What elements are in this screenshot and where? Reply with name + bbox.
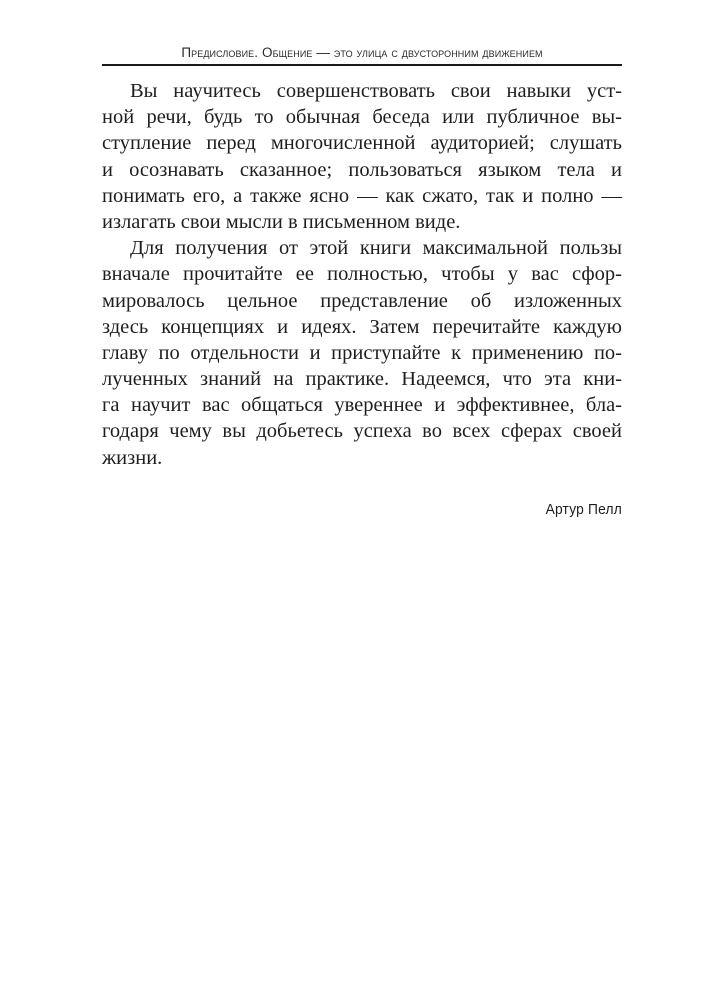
paragraph-2-line-6: лученных знаний на практике. Надеемся, что эта кни- bbox=[102, 368, 622, 391]
paragraph-2-line-5: главу по отдельности и приступайте к применению по- bbox=[102, 341, 622, 364]
paragraph-2-line-3: мировалось цельное представление об изложенных bbox=[102, 289, 622, 312]
paragraph-1-line-5: понимать его, а также ясно — как сжато, так и полно — bbox=[102, 184, 622, 207]
author-signature: Артур Пелл bbox=[545, 501, 622, 518]
paragraph-1-line-3: ступление перед многочисленной аудиторией; слушать bbox=[102, 132, 622, 155]
running-head bbox=[102, 44, 622, 66]
paragraph-2-line-1: Для получения от этой книги максимальной пользы bbox=[130, 237, 622, 260]
body-text bbox=[102, 78, 622, 471]
paragraph-1-line-4: и осознавать сказанное; пользоваться языком тела и bbox=[102, 158, 622, 181]
paragraph-2-line-2: вначале прочитайте ее полностью, чтобы у вас сфор- bbox=[102, 263, 622, 286]
paragraph-1-line-6: излагать свои мысли в письменном виде. bbox=[102, 210, 461, 233]
paragraph-2-line-4: здесь концепциях и идеях. Затем перечитайте каждую bbox=[102, 315, 622, 338]
running-head-text: Предисловие. Общение — это улица с двусторонним движением bbox=[181, 45, 543, 60]
paragraph-2-line-8: годаря чему вы добьетесь успеха во всех сферах своей bbox=[102, 420, 622, 443]
paragraph-2-line-9: жизни. bbox=[102, 446, 163, 469]
paragraph-1-line-1: Вы научитесь совершенствовать свои навыки уст- bbox=[130, 80, 622, 102]
paragraph-2-line-7: га научит вас общаться увереннее и эффективнее, бла- bbox=[102, 394, 622, 417]
paragraph-1-line-2: ной речи, будь то обычная беседа или публичное вы- bbox=[102, 106, 622, 129]
